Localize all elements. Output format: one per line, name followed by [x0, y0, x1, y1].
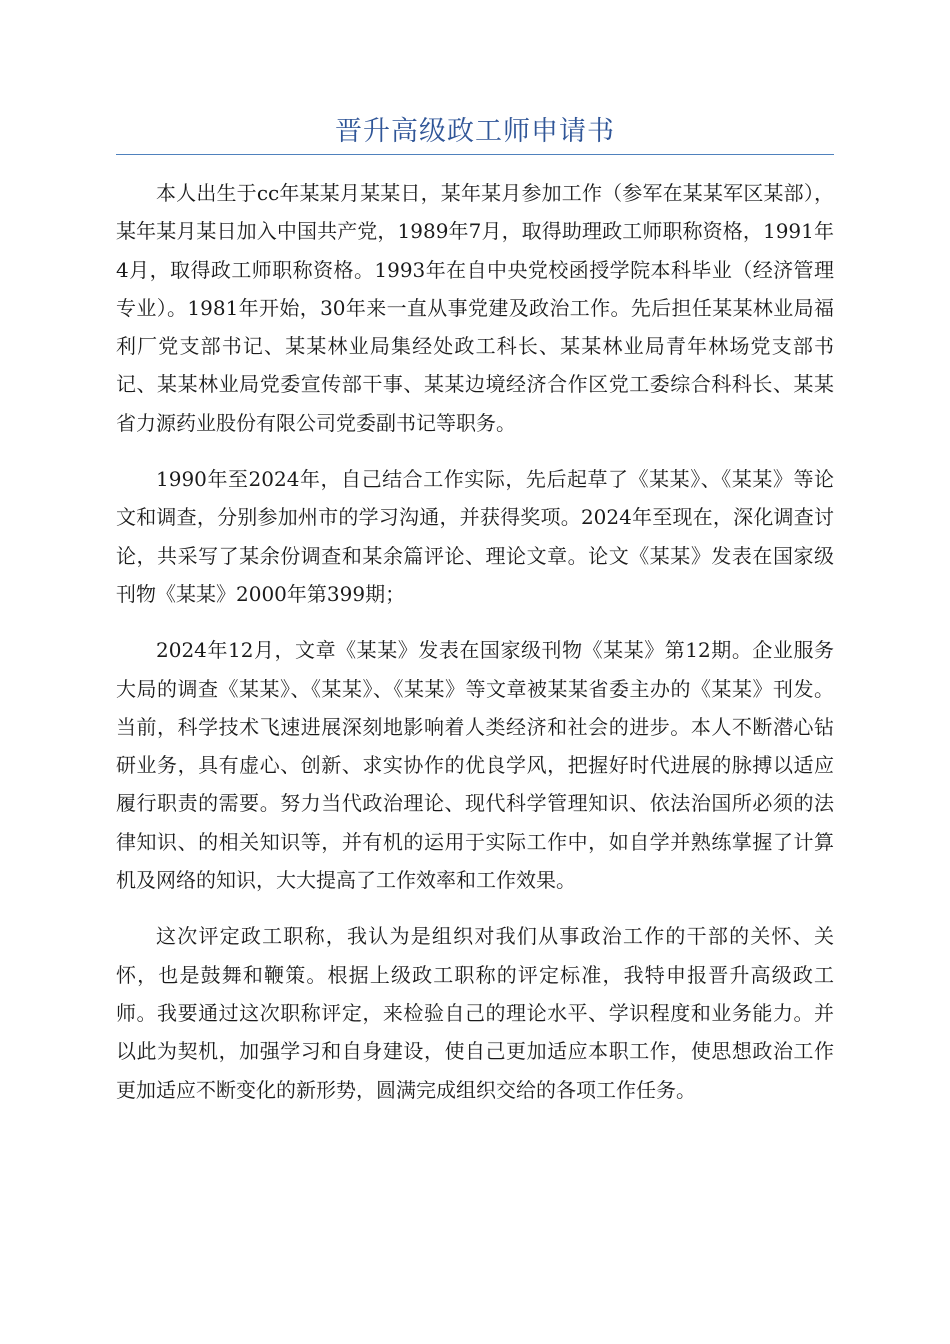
- paragraph-4: 这次评定政工职称，我认为是组织对我们从事政治工作的干部的关怀、关怀，也是鼓舞和鞭策。根据上级政工职称的评定标准，我特申报晋升高级政工师。我要通过这次职称评定，来检验自己的理论水平、学识程度和业务能力。并以此为契机，加强学习和自身建设，使自己更加适应本职工作，使思想政治工作更加适应不断变化的新形势，圆满完成组织交给的各项工作任务。: [116, 924, 834, 1102]
- paragraph-3: 2024年12月，文章《某某》发表在国家级刊物《某某》第12期。企业服务大局的调查《某某》、《某某》、《某某》等文章被某某省委主办的《某某》刊发。当前，科学技术飞速进展深刻地影响着人类经济和社会的进步。本人不断潜心钻研业务，具有虚心、创新、求实协作的优良学风，把握好时代进展的脉搏以适应履行职责的需要。努力当代政治理论、现代科学管理知识、依法治国所必须的法律知识、的相关知识等，并有机的运用于实际工作中，如自学并熟练掌握了计算机及网络的知识，大大提高了工作效率和工作效果。: [116, 638, 834, 893]
- document-body: [116, 174, 834, 1127]
- paragraph-1: 本人出生于cc年某某月某某日，某年某月参加工作（参军在某某军区某部），某年某月某日加入中国共产党，1989年7月，取得助理政工师职称资格，1991年4月，取得政工师职称资格。1993年在自中央党校函授学院本科毕业（经济管理专业）。1981年开始，30年来一直从事党建及政治工作。先后担任某某林业局福利厂党支部书记、某某林业局集经处政工科长、某某林业局青年林场党支部书记、某某林业局党委宣传部干事、某某边境经济合作区党工委综合科科长、某某省力源药业股份有限公司党委副书记等职务。: [116, 181, 834, 435]
- document-title: 晋升高级政工师申请书: [335, 116, 615, 147]
- title-underline: [116, 154, 834, 155]
- paragraph-2: 1990年至2024年，自己结合工作实际，先后起草了《某某》、《某某》等论文和调查，分别参加州市的学习沟通，并获得奖项。2024年至现在，深化调查讨论，共采写了某余份调查和某余篇评论、理论文章。论文《某某》发表在国家级刊物《某某》2000年第399期；: [116, 467, 834, 606]
